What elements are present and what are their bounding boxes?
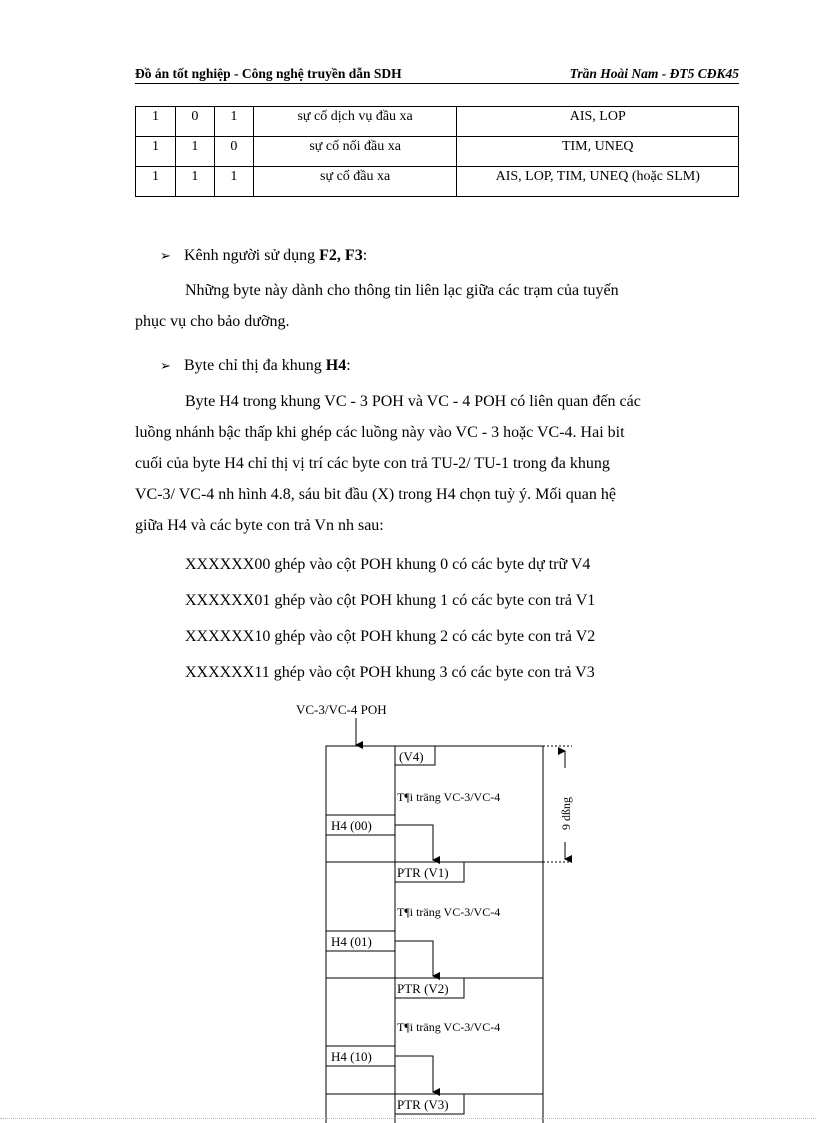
fault-table: [135, 106, 739, 197]
h4-00-label: H4 (00): [331, 818, 372, 833]
paragraph-h4: [135, 386, 739, 541]
pointer-arrow: [395, 941, 433, 976]
table-row: [136, 107, 739, 137]
ptr-v2-label: PTR (V2): [397, 981, 449, 996]
table-cell: 1: [136, 167, 176, 197]
ptr-v3-box: [395, 1094, 464, 1114]
table-row: [136, 167, 739, 197]
bullet-h4: [160, 357, 351, 375]
h4-10-label: H4 (10): [331, 1049, 372, 1064]
paragraph-line: Byte H4 trong khung VC - 3 POH và VC - 4 POH có liên quan đến các: [185, 393, 641, 410]
ptr-v2-box: [395, 978, 464, 998]
table-cell: TIM, UNEQ: [457, 137, 739, 167]
code-line: XXXXXX00 ghép vào cột POH khung 0 có các byte dự trữ V4: [185, 556, 591, 573]
ptr-v1-box: [395, 862, 464, 882]
paragraph-line: luồng nhánh bậc thấp khi ghép các luồng này vào VC - 3 hoặc VC-4. Hai bit: [135, 424, 625, 441]
payload-label: T¶i träng VC-3/VC-4: [397, 905, 501, 919]
ptr-v1-label: PTR (V1): [397, 865, 449, 880]
poh-label: VC-3/VC-4 POH: [296, 702, 387, 717]
bullet-suffix: :: [346, 357, 351, 374]
paragraph-line: cuối của byte H4 chỉ thị vị trí các byte con trả TU-2/ TU-1 trong đa khung: [135, 455, 610, 472]
h4-00-box: [326, 815, 395, 835]
pointer-arrow: [395, 1056, 433, 1092]
bullet-suffix: :: [362, 247, 368, 264]
table-cell: AIS, LOP: [457, 107, 739, 137]
paragraph-line: Những byte này dành cho thông tin liên lạc giữa các trạm của tuyến: [185, 282, 619, 299]
h4-10-box: [326, 1046, 395, 1066]
arrow-bullet-icon: ➢: [160, 249, 171, 264]
payload-label: T¶i träng VC-3/VC-4: [397, 790, 501, 804]
table-cell: 1: [175, 167, 214, 197]
paragraph-line: giữa H4 và các byte con trả Vn nh sau:: [135, 517, 384, 534]
ptr-v3-label: PTR (V3): [397, 1097, 449, 1112]
v4-box: [395, 746, 435, 765]
table-cell: 1: [214, 107, 253, 137]
table-cell: sự cố đầu xa: [253, 167, 457, 197]
v4-label: (V4): [399, 749, 424, 764]
table-cell: 1: [175, 137, 214, 167]
header-right: Trần Hoài Nam - ĐT5 CĐK45: [569, 66, 739, 81]
code-line: XXXXXX10 ghép vào cột POH khung 2 có các byte con trả V2: [185, 628, 596, 645]
table-cell: sự cố dịch vụ đầu xa: [253, 107, 457, 137]
table-cell: sự cố nối đầu xa: [253, 137, 457, 167]
bullet-bold: H4: [325, 357, 347, 374]
h4-01-label: H4 (01): [331, 934, 372, 949]
table-cell: 1: [136, 137, 176, 167]
bullet-user-channel: [160, 247, 367, 265]
code-line: XXXXXX01 ghép vào cột POH khung 1 có các byte con trả V1: [185, 592, 596, 609]
table-cell: 1: [214, 167, 253, 197]
rows-label: 9 dßng: [559, 797, 573, 830]
page-bottom-rule: [0, 1118, 816, 1119]
paragraph-line: VC-3/ VC-4 nh hình 4.8, sáu bit đầu (X) trong H4 chọn tuỳ ý. Mối quan hệ: [135, 486, 616, 503]
table-row: [136, 137, 739, 167]
bullet-text: Kênh người sử dụng: [184, 247, 320, 264]
payload-label: T¶i träng VC-3/VC-4: [397, 1020, 501, 1034]
bullet-text: Byte chỉ thị đa khung: [184, 357, 326, 374]
page-header: [135, 66, 739, 84]
h4-01-box: [326, 931, 395, 951]
paragraph-user-channel: [135, 275, 739, 337]
header-left: Đồ án tốt nghiệp - Công nghệ truyền dẫn SDH: [135, 66, 402, 81]
table-cell: 0: [175, 107, 214, 137]
pointer-arrow: [395, 825, 433, 860]
table-cell: 1: [136, 107, 176, 137]
code-line: XXXXXX11 ghép vào cột POH khung 3 có các byte con trả V3: [185, 664, 595, 681]
bullet-bold: F2, F3: [319, 247, 363, 264]
paragraph-line: phục vụ cho bảo dưỡng.: [135, 313, 290, 330]
table-cell: 0: [214, 137, 253, 167]
frame-outline: [326, 746, 543, 1123]
table-cell: AIS, LOP, TIM, UNEQ (hoặc SLM): [457, 167, 739, 197]
arrow-bullet-icon: ➢: [160, 359, 171, 374]
